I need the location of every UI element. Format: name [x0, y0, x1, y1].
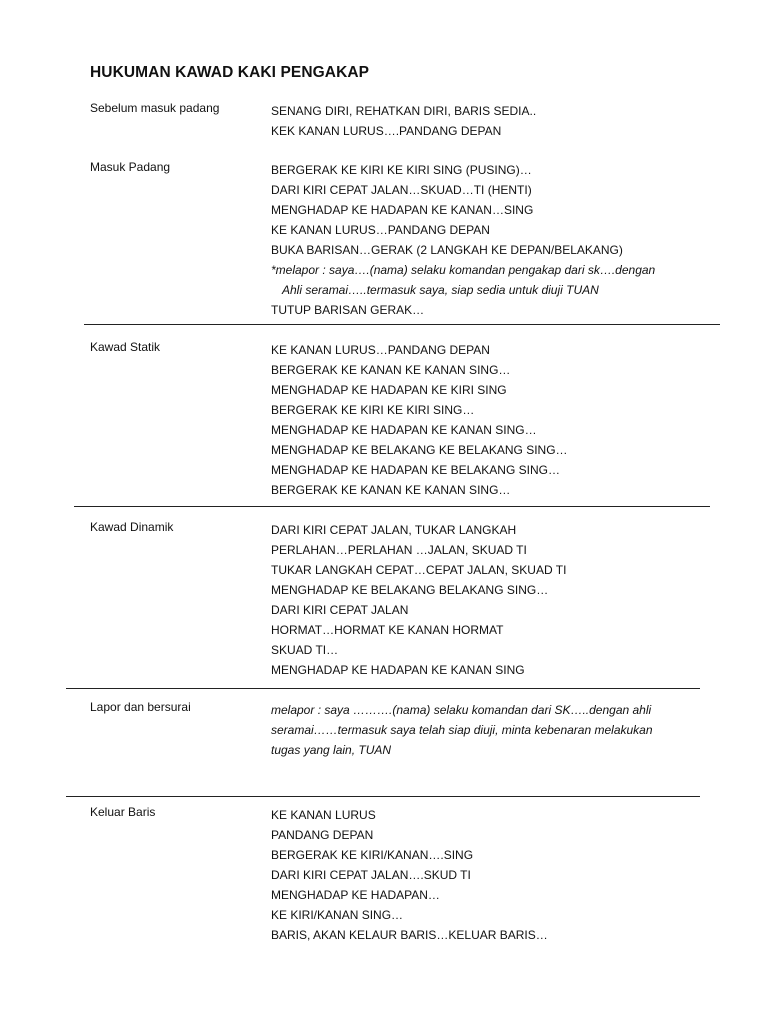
report-note-line: Ahli seramai…..termasuk saya, siap sedia untuk diuji TUAN [282, 283, 599, 297]
command-line: MENGHADAP KE HADAPAN KE KIRI SING [271, 383, 507, 397]
section-divider [84, 324, 720, 325]
command-line: MENGHADAP KE HADAPAN KE KANAN SING [271, 663, 525, 677]
section-label: Sebelum masuk padang [90, 101, 220, 115]
command-line: DARI KIRI CEPAT JALAN….SKUD TI [271, 868, 471, 882]
command-line: HORMAT…HORMAT KE KANAN HORMAT [271, 623, 504, 637]
command-line: MENGHADAP KE HADAPAN KE KANAN…SING [271, 203, 534, 217]
command-line: TUTUP BARISAN GERAK… [271, 303, 425, 317]
report-line: seramai……termasuk saya telah siap diuji, minta kebenaran melakukan [271, 723, 653, 737]
command-line: DARI KIRI CEPAT JALAN, TUKAR LANGKAH [271, 523, 517, 537]
command-line: BERGERAK KE KIRI KE KIRI SING (PUSING)… [271, 163, 532, 177]
command-line: PERLAHAN…PERLAHAN …JALAN, SKUAD TI [271, 543, 527, 557]
report-line: tugas yang lain, TUAN [271, 743, 392, 757]
command-line: BERGERAK KE KANAN KE KANAN SING… [271, 483, 511, 497]
command-line: MENGHADAP KE HADAPAN… [271, 888, 440, 902]
report-line: melapor : saya ……….(nama) selaku komandan dari SK…..dengan ahli [271, 703, 652, 717]
section-label: Kawad Statik [90, 340, 161, 354]
section-divider [74, 506, 710, 507]
command-line: KE KIRI/KANAN SING… [271, 908, 404, 922]
command-line: BERGERAK KE KANAN KE KANAN SING… [271, 363, 511, 377]
command-list [271, 101, 536, 141]
command-line: MENGHADAP KE HADAPAN KE KANAN SING… [271, 423, 537, 437]
command-line: BUKA BARISAN…GERAK (2 LANGKAH KE DEPAN/BELAKANG) [271, 243, 623, 257]
command-line: PANDANG DEPAN [271, 828, 374, 842]
section-label: Masuk Padang [90, 160, 171, 174]
section-label: Lapor dan bersurai [90, 700, 191, 714]
command-line: KEK KANAN LURUS….PANDANG DEPAN [271, 124, 502, 138]
command-list [271, 340, 568, 500]
report-text [271, 700, 653, 760]
command-line: KE KANAN LURUS…PANDANG DEPAN [271, 223, 490, 237]
command-line: MENGHADAP KE BELAKANG BELAKANG SING… [271, 583, 549, 597]
command-line: SENANG DIRI, REHATKAN DIRI, BARIS SEDIA.. [271, 104, 537, 118]
command-line: MENGHADAP KE BELAKANG KE BELAKANG SING… [271, 443, 568, 457]
section-divider [66, 796, 700, 797]
report-note-line: *melapor : saya….(nama) selaku komandan pengakap dari sk….dengan [271, 263, 656, 277]
command-line: MENGHADAP KE HADAPAN KE BELAKANG SING… [271, 463, 560, 477]
command-line: BERGERAK KE KIRI/KANAN….SING [271, 848, 474, 862]
command-line: SKUAD TI… [271, 643, 339, 657]
document-title: HUKUMAN KAWAD KAKI PENGAKAP [90, 64, 370, 81]
command-line: BERGERAK KE KIRI KE KIRI SING… [271, 403, 475, 417]
command-line: BARIS, AKAN KELAUR BARIS…KELUAR BARIS… [271, 928, 548, 942]
command-line: DARI KIRI CEPAT JALAN…SKUAD…TI (HENTI) [271, 183, 532, 197]
command-line: DARI KIRI CEPAT JALAN [271, 603, 409, 617]
section-label: Kawad Dinamik [90, 520, 174, 534]
command-line: KE KANAN LURUS…PANDANG DEPAN [271, 343, 490, 357]
section-divider [66, 688, 700, 689]
command-list [271, 520, 566, 680]
command-list [271, 160, 655, 320]
command-line: TUKAR LANGKAH CEPAT…CEPAT JALAN, SKUAD TI [271, 563, 567, 577]
section-label: Keluar Baris [90, 805, 156, 819]
command-line: KE KANAN LURUS [271, 808, 376, 822]
command-list [271, 805, 548, 945]
